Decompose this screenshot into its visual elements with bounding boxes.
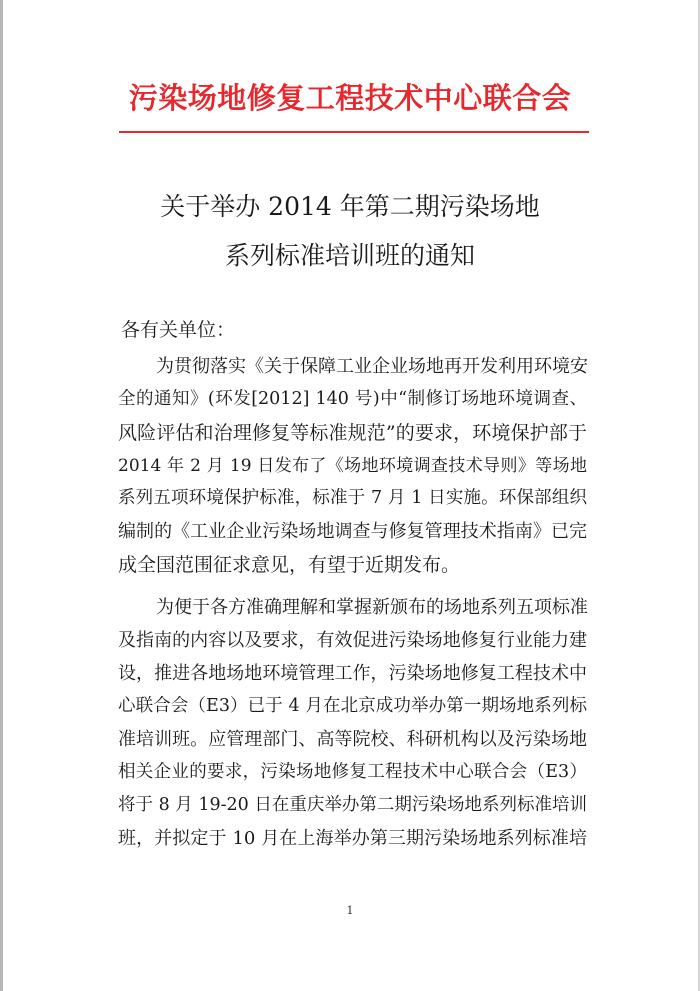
scan-left-edge: [0, 0, 3, 991]
para1-line-1: 为贯彻落实《关于保障工业企业场地再开发利用环境安: [156, 356, 588, 377]
para1-line-3: 风险评估和治理修复等标准规范”的要求，环境保护部于: [118, 422, 587, 444]
document-title-line-2: 系列标准培训班的通知: [224, 241, 475, 270]
para2-line-6: 相关企业的要求，污染场地修复工程技术中心联合会（E3）: [118, 762, 587, 782]
para2-line-4: 心联合会（E3）已于 4 月在北京成功举办第一期场地系列标: [118, 696, 587, 716]
organization-header: 污染场地修复工程技术中心联合会: [128, 81, 572, 115]
salutation: 各有关单位：: [121, 319, 236, 341]
para2-line-3: 设，推进各地场地环境管理工作，污染场地修复工程技术中: [118, 663, 587, 684]
para2-line-2: 及指南的内容以及要求，有效促进污染场地修复行业能力建: [118, 630, 587, 651]
para2-line-8: 班，并拟定于 10 月在上海举办第三期污染场地系列标准培: [118, 828, 587, 849]
document-title-line-1: 关于举办 2014 年第二期污染场地: [160, 192, 540, 221]
para2-line-5: 准培训班。应管理部门、高等院校、科研机构以及污染场地: [118, 729, 587, 750]
para1-line-4: 2014 年 2 月 19 日发布了《场地环境调查技术导则》等场地: [118, 456, 587, 476]
para2-line-7: 将于 8 月 19-20 日在重庆举办第二期污染场地系列标准培训: [118, 795, 587, 815]
para2-line-1: 为便于各方准确理解和掌握新颁布的场地系列五项标准: [156, 597, 588, 618]
para1-line-7: 成全国范围征求意见，有望于近期发布。: [118, 554, 461, 576]
para1-line-6: 编制的《工业企业污染场地调查与修复管理技术指南》已完: [118, 521, 587, 542]
header-red-rule: [119, 131, 589, 133]
page-number: 1: [346, 904, 354, 917]
para1-line-5: 系列五项环境保护标准，标准于 7 月 1 日实施。环保部组织: [118, 488, 587, 508]
para1-line-2: 全的通知》(环发[2012] 140 号)中“制修订场地环境调查、: [118, 389, 587, 409]
